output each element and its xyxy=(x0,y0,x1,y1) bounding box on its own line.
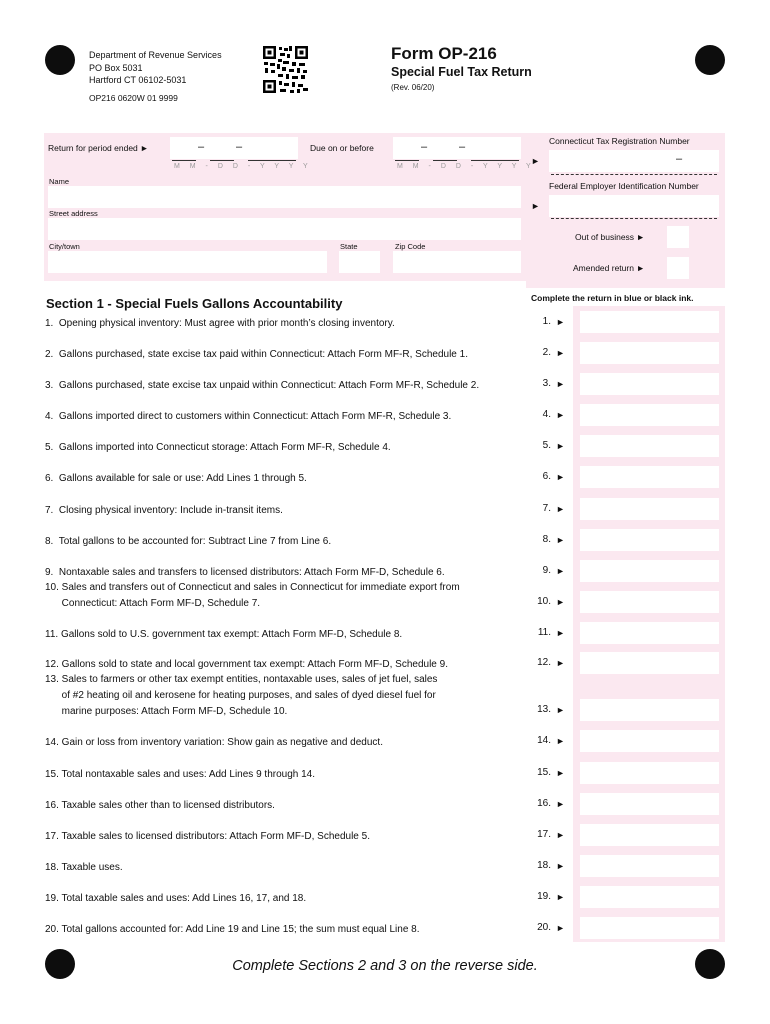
form-subtitle: Special Fuel Tax Return xyxy=(391,65,532,79)
line-6-amount-field[interactable] xyxy=(580,466,719,488)
date-separator: – xyxy=(421,141,428,153)
line-19-number: 19. xyxy=(537,891,551,902)
line-8-amount-field[interactable] xyxy=(580,529,719,551)
line-17-description: 17. Taxable sales to licensed distributors: Attach Form MF-D, Schedule 5. xyxy=(45,831,370,842)
line-16-amount-field[interactable] xyxy=(580,793,719,815)
line-14-arrow-icon: ► xyxy=(556,736,565,746)
line-19-arrow-icon: ► xyxy=(556,892,565,902)
period-ended-field[interactable] xyxy=(170,137,298,159)
line-19-amount-field[interactable] xyxy=(580,886,719,908)
line-9-amount-field[interactable] xyxy=(580,560,719,582)
line-9-number: 9. xyxy=(542,565,551,576)
line-20-arrow-icon: ► xyxy=(556,923,565,933)
due-underline-dd xyxy=(433,160,457,161)
section-1-title: Section 1 - Special Fuels Gallons Accountability xyxy=(46,296,343,311)
fein-label: Federal Employer Identification Number xyxy=(549,181,699,191)
form-revision: (Rev. 06/20) xyxy=(391,83,435,92)
out-of-business-checkbox[interactable] xyxy=(667,226,689,248)
line-12-description: 12. Gallons sold to state and local government tax exempt: Attach Form MF-D, Schedule 9. xyxy=(45,659,448,670)
qr-code-icon xyxy=(263,46,308,93)
agency-address xyxy=(89,49,222,87)
line-16-number: 16. xyxy=(537,798,551,809)
ct-registration-label: Connecticut Tax Registration Number xyxy=(549,136,690,146)
line-11-number: 11. xyxy=(537,627,551,638)
amended-return-label: Amended return ► xyxy=(573,263,645,273)
line-9-arrow-icon: ► xyxy=(556,566,565,576)
fein-arrow-icon: ► xyxy=(531,201,540,211)
line-14-description: 14. Gain or loss from inventory variation: Show gain as negative and deduct. xyxy=(45,737,383,748)
line-7-amount-field[interactable] xyxy=(580,498,719,520)
line-2-number: 2. xyxy=(542,347,551,358)
line-6-description: 6. Gallons available for sale or use: Add Lines 1 through 5. xyxy=(45,473,307,484)
period-underline-mm xyxy=(172,160,196,161)
form-title: Form OP-216 xyxy=(391,44,497,63)
name-label: Name xyxy=(49,177,70,186)
period-ended-label: Return for period ended ► xyxy=(48,143,149,153)
line-6-arrow-icon: ► xyxy=(556,472,565,482)
agency-name: Department of Revenue Services xyxy=(89,50,222,60)
line-13-description: marine purposes: Attach Form MF-D, Schedule 10. xyxy=(45,706,288,717)
line-7-description: 7. Closing physical inventory: Include in-transit items. xyxy=(45,505,283,516)
registration-mark-top-left xyxy=(45,45,75,75)
line-11-description: 11. Gallons sold to U.S. government tax exempt: Attach Form MF-D, Schedule 8. xyxy=(45,629,403,640)
line-12-amount-field[interactable] xyxy=(580,652,719,674)
ct-registration-underline xyxy=(551,174,717,175)
street-address-field[interactable] xyxy=(48,218,521,240)
line-14-amount-field[interactable] xyxy=(580,730,719,752)
city-field[interactable] xyxy=(48,251,327,273)
line-14-number: 14. xyxy=(537,735,551,746)
line-12-number: 12. xyxy=(537,657,551,668)
due-underline-yyyy xyxy=(471,160,519,161)
ink-instruction: Complete the return in blue or black ink. xyxy=(531,293,694,303)
line-1-arrow-icon: ► xyxy=(556,317,565,327)
line-7-arrow-icon: ► xyxy=(556,504,565,514)
line-4-amount-field[interactable] xyxy=(580,404,719,426)
out-of-business-label: Out of business ► xyxy=(575,232,645,242)
fein-field[interactable] xyxy=(549,195,719,217)
line-13-description: of #2 heating oil and kerosene for heating purposes, and sales of dyed diesel fuel for xyxy=(45,690,436,701)
due-date-format: M M - D D - Y Y Y Y xyxy=(397,163,535,170)
line-2-amount-field[interactable] xyxy=(580,342,719,364)
line-3-amount-field[interactable] xyxy=(580,373,719,395)
line-7-number: 7. xyxy=(542,503,551,514)
line-15-arrow-icon: ► xyxy=(556,768,565,778)
line-2-arrow-icon: ► xyxy=(556,348,565,358)
line-17-number: 17. xyxy=(537,829,551,840)
line-8-arrow-icon: ► xyxy=(556,535,565,545)
agency-po-box: PO Box 5031 xyxy=(89,62,143,73)
form-code: OP216 0620W 01 9999 xyxy=(89,93,178,103)
line-18-number: 18. xyxy=(537,860,551,871)
zip-label: Zip Code xyxy=(395,242,426,251)
due-date-field[interactable] xyxy=(393,137,521,159)
ct-registration-arrow-icon: ► xyxy=(531,156,540,166)
line-16-arrow-icon: ► xyxy=(556,799,565,809)
line-11-arrow-icon: ► xyxy=(556,628,565,638)
line-9-description: 9. Nontaxable sales and transfers to licensed distributors: Attach Form MF-D, Schedule 6. xyxy=(45,567,445,578)
line-18-amount-field[interactable] xyxy=(580,855,719,877)
due-underline-mm xyxy=(395,160,419,161)
line-5-number: 5. xyxy=(542,440,551,451)
line-1-amount-field[interactable] xyxy=(580,311,719,333)
line-15-description: 15. Total nontaxable sales and uses: Add Lines 9 through 14. xyxy=(45,769,316,780)
line-12-arrow-icon: ► xyxy=(556,658,565,668)
line-5-arrow-icon: ► xyxy=(556,441,565,451)
state-label: State xyxy=(340,242,358,251)
name-field[interactable] xyxy=(48,186,521,208)
line-18-description: 18. Taxable uses. xyxy=(45,862,123,873)
line-10-number: 10. xyxy=(537,596,551,607)
fein-underline xyxy=(551,218,717,219)
line-5-description: 5. Gallons imported into Connecticut storage: Attach Form MF-R, Schedule 4. xyxy=(45,442,391,453)
reverse-side-note: Complete Sections 2 and 3 on the reverse side. xyxy=(232,958,538,974)
due-date-label: Due on or before xyxy=(310,143,374,153)
registration-mark-top-right xyxy=(695,45,725,75)
date-separator: – xyxy=(198,141,205,153)
amended-return-checkbox[interactable] xyxy=(667,257,689,279)
period-underline-dd xyxy=(210,160,234,161)
line-15-amount-field[interactable] xyxy=(580,762,719,784)
line-11-amount-field[interactable] xyxy=(580,622,719,644)
line-15-number: 15. xyxy=(537,767,551,778)
line-3-arrow-icon: ► xyxy=(556,379,565,389)
line-13-number: 13. xyxy=(537,704,551,715)
line-10-description: Connecticut: Attach Form MF-D, Schedule 7. xyxy=(45,598,261,609)
line-2-description: 2. Gallons purchased, state excise tax paid within Connecticut: Attach Form MF-R, Schedule 1. xyxy=(45,349,468,360)
line-3-number: 3. xyxy=(542,378,551,389)
date-separator: – xyxy=(236,141,243,153)
line-17-amount-field[interactable] xyxy=(580,824,719,846)
date-separator: – xyxy=(459,141,466,153)
zip-code-field[interactable] xyxy=(393,251,521,273)
line-10-amount-field[interactable] xyxy=(580,591,719,613)
line-10-description: 10. Sales and transfers out of Connecticut and sales in Connecticut for immediate export from xyxy=(45,582,460,593)
line-19-description: 19. Total taxable sales and uses: Add Lines 16, 17, and 18. xyxy=(45,893,307,904)
ct-registration-field[interactable] xyxy=(549,150,719,172)
line-20-amount-field[interactable] xyxy=(580,917,719,939)
line-4-description: 4. Gallons imported direct to customers within Connecticut: Attach Form MF-R, Schedule 3. xyxy=(45,411,452,422)
line-1-description: 1. Opening physical inventory: Must agree with prior month’s closing inventory. xyxy=(45,318,395,329)
registration-separator: – xyxy=(676,153,683,165)
line-3-description: 3. Gallons purchased, state excise tax unpaid within Connecticut: Attach Form MF-R, Schedule 2. xyxy=(45,380,480,391)
line-1-number: 1. xyxy=(542,316,551,327)
period-date-format: M M - D D - Y Y Y Y xyxy=(174,163,312,170)
state-field[interactable] xyxy=(339,251,380,273)
line-16-description: 16. Taxable sales other than to licensed distributors. xyxy=(45,800,275,811)
line-13-amount-field[interactable] xyxy=(580,699,719,721)
agency-city: Hartford CT 06102-5031 xyxy=(89,75,187,85)
line-13-arrow-icon: ► xyxy=(556,705,565,715)
line-5-amount-field[interactable] xyxy=(580,435,719,457)
line-20-number: 20. xyxy=(537,922,551,933)
line-13-description: 13. Sales to farmers or other tax exempt entities, nontaxable uses, sales of jet fuel, sales xyxy=(45,674,438,685)
city-label: City/town xyxy=(49,242,80,251)
line-20-description: 20. Total gallons accounted for: Add Line 19 and Line 15; the sum must equal Line 8. xyxy=(45,924,420,935)
line-8-number: 8. xyxy=(542,534,551,545)
line-18-arrow-icon: ► xyxy=(556,861,565,871)
line-6-number: 6. xyxy=(542,471,551,482)
period-underline-yyyy xyxy=(248,160,296,161)
line-8-description: 8. Total gallons to be accounted for: Subtract Line 7 from Line 6. xyxy=(45,536,332,547)
street-label: Street address xyxy=(49,209,98,218)
line-4-number: 4. xyxy=(542,409,551,420)
line-17-arrow-icon: ► xyxy=(556,830,565,840)
line-10-arrow-icon: ► xyxy=(556,597,565,607)
line-4-arrow-icon: ► xyxy=(556,410,565,420)
